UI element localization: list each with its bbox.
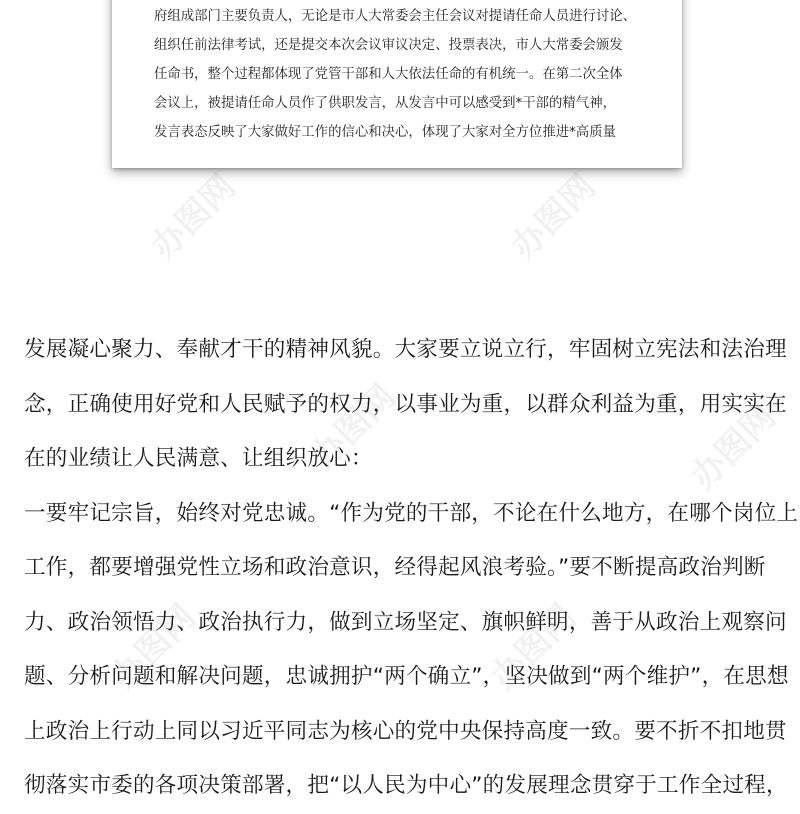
text-line: 彻落实市委的各项决策部署，把“以人民为中心”的发展理念贯穿于工作全过程， [24, 773, 788, 798]
document-line: 发言表态反映了大家做好工作的信心和决心，体现了大家对全方位推进*高质量 [154, 125, 616, 140]
text-line: 力、政治领悟力、政治执行力，做到立场坚定、旗帜鲜明，善于从政治上观察问 [24, 609, 787, 635]
text-line: 念，正确使用好党和人民赋予的权力，以事业为重，以群众利益为重，用实实在 [24, 391, 787, 417]
document-page-text [154, 2, 666, 147]
text-line: 工作，都要增强党性立场和政治意识，经得起风浪考验。”要不断提高政治判断 [24, 555, 766, 580]
text-line: 题、分析问题和解决问题，忠诚拥护“两个确立”，坚决做到“两个维护”，在思想 [24, 664, 789, 689]
text-line: 上政治上行动上同以习近平同志为核心的党中央保持高度一致。要不折不扣地贯 [24, 718, 787, 744]
text-line: 一要牢记宗旨，始终对党忠诚。“作为党的干部，不论在什么地方，在哪个岗位上 [24, 500, 799, 526]
watermark: 办图网 [143, 166, 244, 268]
main-text-block [24, 323, 799, 814]
watermark: 办图网 [683, 396, 784, 498]
document-line: 任命书，整个过程都体现了党管干部和人大依法任命的有机统一。在第二次全体 [154, 67, 623, 82]
watermark: 办图网 [483, 596, 584, 698]
document-line: 组织任前法律考试，还是提交本次会议审议决定、投票表决，市人大常委会颁发 [154, 38, 623, 53]
watermark: 办图网 [503, 166, 604, 268]
document-line: 会议上，被提请任命人员作了供职发言，从发言中可以感受到*干部的精气神， [154, 96, 616, 111]
document-line: 府组成部门主要负责人，无论是市人大常委会主任会议对提请任命人员进行讨论、 [154, 9, 637, 24]
text-line: 发展凝心聚力、奉献才干的精神风貌。大家要立说立行，牢固树立宪法和法治理 [24, 337, 787, 362]
watermark: 办图网 [103, 596, 204, 698]
watermark: 办图网 [303, 376, 404, 478]
text-line: 在的业绩让人民满意、让组织放心： [24, 446, 373, 471]
document-page-preview [112, 0, 682, 168]
